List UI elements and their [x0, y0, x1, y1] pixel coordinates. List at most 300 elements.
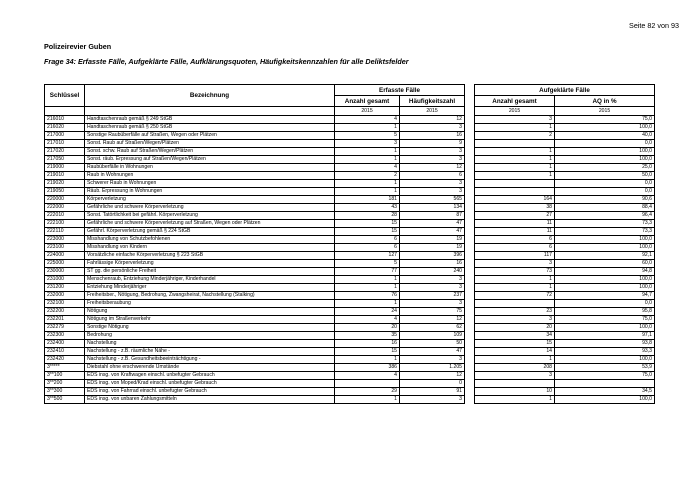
- cell-haeufigkeitszahl: 75: [400, 308, 465, 316]
- cell-aufgeklaert: 6: [475, 236, 555, 244]
- cell-anzahl-gesamt: 5: [335, 132, 400, 140]
- cell-anzahl-gesamt: 77: [335, 268, 400, 276]
- cell-bezeichnung: Misshandlung von Kindern: [85, 244, 335, 252]
- cell-aq: 73,3: [555, 220, 655, 228]
- cell-haeufigkeitszahl: 16: [400, 260, 465, 268]
- cell-aq: 97,1: [555, 332, 655, 340]
- cell-bezeichnung: EDS insg. von Fahrrad einschl. unbefugter Gebrauch: [85, 388, 335, 396]
- table-row: [45, 316, 655, 324]
- cell-anzahl-gesamt: 386: [335, 364, 400, 372]
- table-row: [45, 380, 655, 388]
- cell-gap: [465, 196, 475, 204]
- cell-bezeichnung: Freiheitsberaubung: [85, 300, 335, 308]
- cell-haeufigkeitszahl: 19: [400, 244, 465, 252]
- table-row: [45, 228, 655, 236]
- cell-bezeichnung: Misshandlung von Schutzbefohlenen: [85, 236, 335, 244]
- cell-aq: 100,0: [555, 148, 655, 156]
- cell-gap: [465, 180, 475, 188]
- cell-haeufigkeitszahl: 0: [400, 380, 465, 388]
- header-anzahl-gesamt: Anzahl gesamt: [335, 96, 400, 107]
- cell-gap: [465, 164, 475, 172]
- cell-bezeichnung: Sonst. Raub auf Straßen/Wegen/Plätzen: [85, 140, 335, 148]
- cell-schluessel: 3**100: [45, 372, 85, 380]
- cell-schluessel: 231200: [45, 284, 85, 292]
- cell-aufgeklaert: 11: [475, 228, 555, 236]
- table-row: [45, 268, 655, 276]
- cell-haeufigkeitszahl: 565: [400, 196, 465, 204]
- cell-anzahl-gesamt: 29: [335, 388, 400, 396]
- cell-bezeichnung: Sonstige Nötigung: [85, 324, 335, 332]
- cell-anzahl-gesamt: 4: [335, 316, 400, 324]
- cell-bezeichnung: Gefährliche und schwere Körperverletzung: [85, 204, 335, 212]
- table-row: [45, 180, 655, 188]
- cell-gap: [465, 124, 475, 132]
- cell-aq: 0,0: [555, 180, 655, 188]
- cell-aq: 93,3: [555, 348, 655, 356]
- cell-aq: 75,0: [555, 316, 655, 324]
- cell-schluessel: 219020: [45, 180, 85, 188]
- cell-schluessel: 219050: [45, 188, 85, 196]
- cell-aq: 90,6: [555, 196, 655, 204]
- cell-haeufigkeitszahl: 3: [400, 180, 465, 188]
- cell-aufgeklaert: 1: [475, 164, 555, 172]
- cell-gap: [465, 340, 475, 348]
- cell-anzahl-gesamt: [335, 380, 400, 388]
- cell-bezeichnung: Räub. Erpressung in Wohnungen: [85, 188, 335, 196]
- cell-schluessel: 225000: [45, 260, 85, 268]
- cell-aufgeklaert: [475, 180, 555, 188]
- cell-bezeichnung: Sonst. räub. Erpressung auf Straßen/Wegen/Plätzen: [85, 156, 335, 164]
- table-row: [45, 196, 655, 204]
- cell-gap: [465, 244, 475, 252]
- cell-haeufigkeitszahl: 91: [400, 388, 465, 396]
- cell-gap: [465, 252, 475, 260]
- cell-schluessel: 222110: [45, 228, 85, 236]
- table-row: [45, 172, 655, 180]
- header-schluessel: Schlüssel: [45, 85, 85, 107]
- cell-aq: 100,0: [555, 236, 655, 244]
- cell-anzahl-gesamt: 24: [335, 308, 400, 316]
- cell-aufgeklaert: 2: [475, 132, 555, 140]
- cell-bezeichnung: EDS insg. von Moped/Krad einschl. unbefugter Gebrauch: [85, 380, 335, 388]
- cell-haeufigkeitszahl: 3: [400, 284, 465, 292]
- cell-aufgeklaert: 1: [475, 124, 555, 132]
- cell-haeufigkeitszahl: 9: [400, 140, 465, 148]
- cell-bezeichnung: Handtaschenraub gemäß § 250 StGB: [85, 124, 335, 132]
- table-row: [45, 116, 655, 124]
- cell-aq: 40,0: [555, 132, 655, 140]
- cell-schluessel: 232400: [45, 340, 85, 348]
- cell-gap: [465, 284, 475, 292]
- cell-schluessel: 217010: [45, 140, 85, 148]
- table-row: [45, 308, 655, 316]
- cell-schluessel: 220000: [45, 196, 85, 204]
- cell-haeufigkeitszahl: 3: [400, 124, 465, 132]
- cell-schluessel: 232410: [45, 348, 85, 356]
- table-row: [45, 204, 655, 212]
- cell-schluessel: 3**300: [45, 388, 85, 396]
- header-anzahl-gesamt-aufgeklaert: Anzahl gesamt: [475, 96, 555, 107]
- cell-gap: [465, 132, 475, 140]
- cell-bezeichnung: Menschenraub, Entziehung Minderjähriger, Kinderhandel: [85, 276, 335, 284]
- cell-aq: 60,0: [555, 260, 655, 268]
- cell-gap: [465, 332, 475, 340]
- table-row: [45, 292, 655, 300]
- cell-anzahl-gesamt: 43: [335, 204, 400, 212]
- cell-schluessel: 219000: [45, 164, 85, 172]
- cell-aufgeklaert: 3: [475, 316, 555, 324]
- cell-bezeichnung: Raub in Wohnungen: [85, 172, 335, 180]
- cell-aufgeklaert: 14: [475, 348, 555, 356]
- cell-anzahl-gesamt: 15: [335, 228, 400, 236]
- cell-bezeichnung: EDS insg. von unbaren Zahlungsmitteln: [85, 396, 335, 404]
- cell-gap: [465, 348, 475, 356]
- cell-aufgeklaert: 15: [475, 340, 555, 348]
- cell-schluessel: 232100: [45, 300, 85, 308]
- cell-aq: 93,8: [555, 340, 655, 348]
- cell-aufgeklaert: 73: [475, 268, 555, 276]
- cell-bezeichnung: Freiheitsber., Nötigung, Bedrohung, Zwangsheirat, Nachstellung (Stalking): [85, 292, 335, 300]
- cell-gap: [465, 380, 475, 388]
- cell-gap: [465, 188, 475, 196]
- table-row: [45, 148, 655, 156]
- cell-haeufigkeitszahl: 134: [400, 204, 465, 212]
- cell-aq: 100,0: [555, 356, 655, 364]
- cell-aufgeklaert: 23: [475, 308, 555, 316]
- table-row: [45, 340, 655, 348]
- cell-schluessel: 232300: [45, 332, 85, 340]
- cell-schluessel: 3*****: [45, 364, 85, 372]
- cell-schluessel: 3**500: [45, 396, 85, 404]
- cell-anzahl-gesamt: 6: [335, 236, 400, 244]
- cell-aufgeklaert: 3: [475, 372, 555, 380]
- cell-gap: [465, 292, 475, 300]
- cell-bezeichnung: Sonst. schw. Raub auf Straßen/Wegen/Plätzen: [85, 148, 335, 156]
- cell-aufgeklaert: 1: [475, 156, 555, 164]
- cell-aq: 100,0: [555, 276, 655, 284]
- cell-anzahl-gesamt: 76: [335, 292, 400, 300]
- cell-aq: 96,4: [555, 212, 655, 220]
- cell-schluessel: 231000: [45, 276, 85, 284]
- cell-haeufigkeitszahl: 12: [400, 372, 465, 380]
- table-row: [45, 252, 655, 260]
- table-row: [45, 220, 655, 228]
- table-row: [45, 132, 655, 140]
- cell-aq: 100,0: [555, 124, 655, 132]
- cell-gap: [465, 268, 475, 276]
- cell-haeufigkeitszahl: 12: [400, 116, 465, 124]
- column-gap: [465, 85, 475, 116]
- cell-gap: [465, 212, 475, 220]
- cell-haeufigkeitszahl: 12: [400, 316, 465, 324]
- table-row: [45, 140, 655, 148]
- cell-anzahl-gesamt: 127: [335, 252, 400, 260]
- cell-haeufigkeitszahl: 47: [400, 220, 465, 228]
- cell-aq: 73,3: [555, 228, 655, 236]
- cell-schluessel: 223100: [45, 244, 85, 252]
- cell-anzahl-gesamt: 1: [335, 124, 400, 132]
- cell-haeufigkeitszahl: 3: [400, 188, 465, 196]
- header-year: 2015: [400, 107, 465, 116]
- cell-aq: 94,8: [555, 268, 655, 276]
- cell-aufgeklaert: 1: [475, 396, 555, 404]
- cell-gap: [465, 236, 475, 244]
- cell-bezeichnung: Sonstige Raubüberfälle auf Straßen, Wegen oder Plätzen: [85, 132, 335, 140]
- cell-aq: 34,5: [555, 388, 655, 396]
- cell-aufgeklaert: 3: [475, 116, 555, 124]
- cell-aq: 0,0: [555, 300, 655, 308]
- cell-haeufigkeitszahl: 12: [400, 164, 465, 172]
- table-row: [45, 188, 655, 196]
- cell-aufgeklaert: [475, 300, 555, 308]
- cell-gap: [465, 260, 475, 268]
- table-row: [45, 244, 655, 252]
- table-row: [45, 364, 655, 372]
- cell-gap: [465, 372, 475, 380]
- cell-anzahl-gesamt: 1: [335, 180, 400, 188]
- cell-aq: 53,9: [555, 364, 655, 372]
- cell-gap: [465, 276, 475, 284]
- cell-aufgeklaert: 72: [475, 292, 555, 300]
- cell-aq: 88,4: [555, 204, 655, 212]
- cell-bezeichnung: Nötigung im Straßenverkehr: [85, 316, 335, 324]
- cell-anzahl-gesamt: 28: [335, 212, 400, 220]
- cell-aufgeklaert: 1: [475, 148, 555, 156]
- cell-anzahl-gesamt: 4: [335, 372, 400, 380]
- cell-schluessel: 216010: [45, 116, 85, 124]
- cell-aufgeklaert: [475, 188, 555, 196]
- cell-schluessel: 222010: [45, 212, 85, 220]
- header-group-aufgeklaert: Aufgeklärte Fälle: [475, 85, 655, 96]
- cell-schluessel: 219010: [45, 172, 85, 180]
- cell-haeufigkeitszahl: 3: [400, 356, 465, 364]
- cell-haeufigkeitszahl: 47: [400, 228, 465, 236]
- cell-anzahl-gesamt: 20: [335, 324, 400, 332]
- cell-haeufigkeitszahl: 3: [400, 396, 465, 404]
- cell-schluessel: 232420: [45, 356, 85, 364]
- table-caption: Frage 34: Erfasste Fälle, Aufgeklärte Fälle, Aufklärungsquoten, Häufigkeitskennzahlen für alle Deliktsfelder: [44, 57, 409, 66]
- cell-gap: [465, 204, 475, 212]
- table-row: [45, 212, 655, 220]
- cell-aufgeklaert: 1: [475, 172, 555, 180]
- cell-anzahl-gesamt: 1: [335, 356, 400, 364]
- cell-gap: [465, 156, 475, 164]
- cell-haeufigkeitszahl: 3: [400, 276, 465, 284]
- table-row: [45, 348, 655, 356]
- cell-haeufigkeitszahl: 3: [400, 300, 465, 308]
- cell-anzahl-gesamt: 1: [335, 284, 400, 292]
- cell-aufgeklaert: 34: [475, 332, 555, 340]
- cell-aq: 75,0: [555, 116, 655, 124]
- cell-anzahl-gesamt: 1: [335, 156, 400, 164]
- cell-aufgeklaert: 164: [475, 196, 555, 204]
- cell-schluessel: 230000: [45, 268, 85, 276]
- cell-anzahl-gesamt: 5: [335, 260, 400, 268]
- cell-bezeichnung: Gefährliche und schwere Körperverletzung auf Straßen, Wegen oder Plätzen: [85, 220, 335, 228]
- table-row: [45, 164, 655, 172]
- cell-aq: 94,7: [555, 292, 655, 300]
- cell-haeufigkeitszahl: 62: [400, 324, 465, 332]
- cell-haeufigkeitszahl: 1.205: [400, 364, 465, 372]
- cell-bezeichnung: Nachstellung - z.B. Gesundheitsbeeinträchtigung -: [85, 356, 335, 364]
- cell-aufgeklaert: 208: [475, 364, 555, 372]
- cell-bezeichnung: Bedrohung: [85, 332, 335, 340]
- header-empty: [45, 107, 85, 116]
- cell-bezeichnung: Raubüberfälle in Wohnungen: [85, 164, 335, 172]
- table-row: [45, 284, 655, 292]
- cell-gap: [465, 148, 475, 156]
- table-row: [45, 156, 655, 164]
- cell-bezeichnung: Sonst. Tatörtlichkeit bei gefährl. Körperverletzung: [85, 212, 335, 220]
- cell-aufgeklaert: 11: [475, 220, 555, 228]
- header-empty: [85, 107, 335, 116]
- table-row: [45, 300, 655, 308]
- cell-aq: 25,0: [555, 164, 655, 172]
- cell-aq: 92,1: [555, 252, 655, 260]
- header-year: 2015: [475, 107, 555, 116]
- table-row: [45, 396, 655, 404]
- cell-bezeichnung: Nötigung: [85, 308, 335, 316]
- cell-aufgeklaert: 1: [475, 276, 555, 284]
- cell-bezeichnung: Nachstellung: [85, 340, 335, 348]
- cell-aufgeklaert: 27: [475, 212, 555, 220]
- cell-gap: [465, 172, 475, 180]
- cell-anzahl-gesamt: 1: [335, 148, 400, 156]
- cell-bezeichnung: Diebstahl ohne erschwerende Umstände: [85, 364, 335, 372]
- cell-gap: [465, 356, 475, 364]
- cell-anzahl-gesamt: 181: [335, 196, 400, 204]
- organization-title: Polizeirevier Guben: [44, 42, 112, 51]
- cell-schluessel: 222100: [45, 220, 85, 228]
- cell-aufgeklaert: [475, 380, 555, 388]
- cell-aq: 0,0: [555, 140, 655, 148]
- cell-haeufigkeitszahl: 3: [400, 148, 465, 156]
- cell-gap: [465, 300, 475, 308]
- cell-gap: [465, 396, 475, 404]
- cell-anzahl-gesamt: 1: [335, 300, 400, 308]
- cell-schluessel: 3**200: [45, 380, 85, 388]
- cell-haeufigkeitszahl: 47: [400, 348, 465, 356]
- cell-aufgeklaert: 1: [475, 356, 555, 364]
- cell-anzahl-gesamt: 2: [335, 172, 400, 180]
- cell-haeufigkeitszahl: 16: [400, 132, 465, 140]
- cell-bezeichnung: Körperverletzung: [85, 196, 335, 204]
- cell-gap: [465, 220, 475, 228]
- cell-anzahl-gesamt: 15: [335, 348, 400, 356]
- cell-aq: 100,0: [555, 244, 655, 252]
- table-row: [45, 332, 655, 340]
- cell-aq: 100,0: [555, 324, 655, 332]
- cell-gap: [465, 228, 475, 236]
- cell-haeufigkeitszahl: 50: [400, 340, 465, 348]
- cell-anzahl-gesamt: 15: [335, 220, 400, 228]
- cell-haeufigkeitszahl: 237: [400, 292, 465, 300]
- cell-aufgeklaert: 6: [475, 244, 555, 252]
- cell-aq: 50,0: [555, 172, 655, 180]
- cell-bezeichnung: Nachstellung - z.B. räumliche Nähe -: [85, 348, 335, 356]
- cell-anzahl-gesamt: 6: [335, 244, 400, 252]
- cell-gap: [465, 316, 475, 324]
- cell-aufgeklaert: 20: [475, 324, 555, 332]
- cell-gap: [465, 116, 475, 124]
- cell-aq: 75,0: [555, 372, 655, 380]
- cell-schluessel: 217000: [45, 132, 85, 140]
- cell-aufgeklaert: 3: [475, 260, 555, 268]
- cell-schluessel: 232201: [45, 316, 85, 324]
- cell-aq: 95,8: [555, 308, 655, 316]
- cell-gap: [465, 140, 475, 148]
- table-row: [45, 236, 655, 244]
- cell-bezeichnung: Entziehung Minderjähriger: [85, 284, 335, 292]
- header-aq: AQ in %: [555, 96, 655, 107]
- cell-haeufigkeitszahl: 396: [400, 252, 465, 260]
- cell-aufgeklaert: [475, 140, 555, 148]
- cell-aq: 0,0: [555, 188, 655, 196]
- cell-aufgeklaert: 38: [475, 204, 555, 212]
- cell-gap: [465, 388, 475, 396]
- cell-aq: 100,0: [555, 396, 655, 404]
- cell-bezeichnung: ST gg. die persönliche Freiheit: [85, 268, 335, 276]
- cell-haeufigkeitszahl: 109: [400, 332, 465, 340]
- cell-schluessel: 232000: [45, 292, 85, 300]
- cell-aq: 100,0: [555, 156, 655, 164]
- cell-anzahl-gesamt: 1: [335, 396, 400, 404]
- cell-aq: [555, 380, 655, 388]
- cell-anzahl-gesamt: 35: [335, 332, 400, 340]
- cell-gap: [465, 324, 475, 332]
- cell-aufgeklaert: 10: [475, 388, 555, 396]
- table-row: [45, 372, 655, 380]
- page-number: Seite 82 von 93: [629, 21, 679, 30]
- cell-schluessel: 223000: [45, 236, 85, 244]
- header-year: 2015: [335, 107, 400, 116]
- cell-anzahl-gesamt: 1: [335, 276, 400, 284]
- header-group-erfasst: Erfasste Fälle: [335, 85, 465, 96]
- cell-schluessel: 232200: [45, 308, 85, 316]
- cell-gap: [465, 364, 475, 372]
- cell-schluessel: 224000: [45, 252, 85, 260]
- cell-anzahl-gesamt: 4: [335, 164, 400, 172]
- cell-bezeichnung: EDS insg. von Kraftwagen einschl. unbefugter Gebrauch: [85, 372, 335, 380]
- table-row: [45, 260, 655, 268]
- cell-bezeichnung: Vorsätzliche einfache Körperverletzung § 223 StGB: [85, 252, 335, 260]
- table-row: [45, 388, 655, 396]
- cell-bezeichnung: Handtaschenraub gemäß § 249 StGB: [85, 116, 335, 124]
- cell-schluessel: 217020: [45, 148, 85, 156]
- cell-aufgeklaert: 117: [475, 252, 555, 260]
- cell-aq: 100,0: [555, 284, 655, 292]
- cell-gap: [465, 308, 475, 316]
- table-row: [45, 124, 655, 132]
- header-bezeichnung: Bezeichnung: [85, 85, 335, 107]
- table-row: [45, 356, 655, 364]
- cell-anzahl-gesamt: 3: [335, 140, 400, 148]
- cell-haeufigkeitszahl: 87: [400, 212, 465, 220]
- cell-schluessel: 217050: [45, 156, 85, 164]
- cell-haeufigkeitszahl: 19: [400, 236, 465, 244]
- cell-schluessel: 222000: [45, 204, 85, 212]
- table-row: [45, 276, 655, 284]
- cell-schluessel: 216020: [45, 124, 85, 132]
- cell-anzahl-gesamt: 4: [335, 116, 400, 124]
- cell-aufgeklaert: 1: [475, 284, 555, 292]
- table-row: [45, 324, 655, 332]
- cell-haeufigkeitszahl: 3: [400, 156, 465, 164]
- header-haeufigkeitszahl: Häufigkeitszahl: [400, 96, 465, 107]
- header-year: 2015: [555, 107, 655, 116]
- cell-schluessel: 232279: [45, 324, 85, 332]
- cell-anzahl-gesamt: 16: [335, 340, 400, 348]
